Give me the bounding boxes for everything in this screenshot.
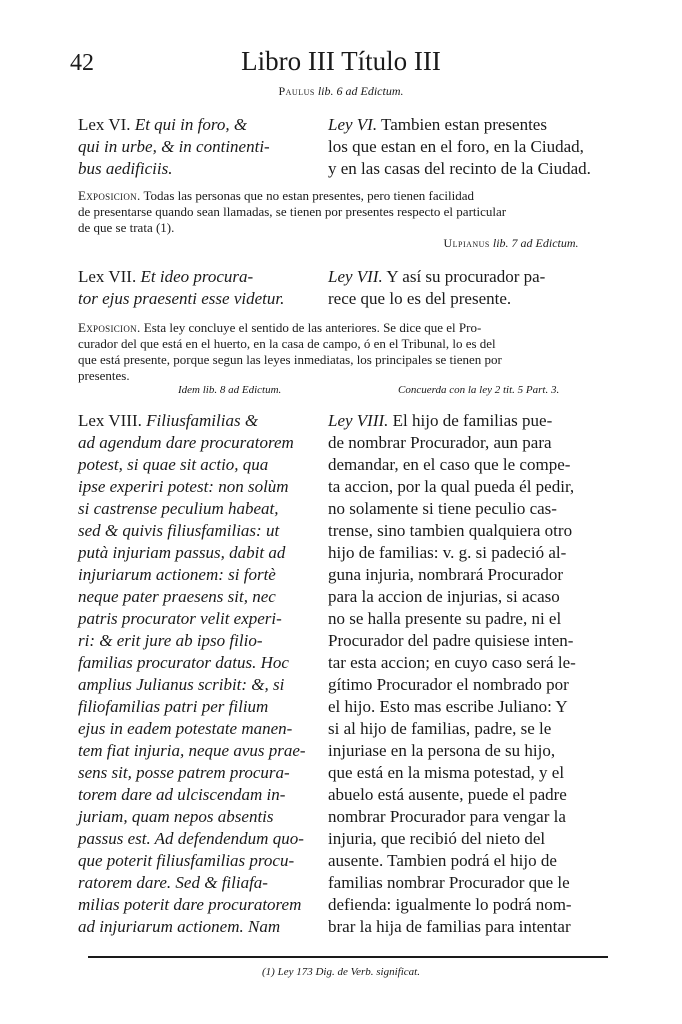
text-line [78,586,312,608]
ref-author: Paulus [278,84,315,98]
ref-citation: lib. 7 ad Edictum. [492,236,579,250]
line-text: nombrar Procurador para vengar la [328,807,566,826]
ref-author: Ulpianus [443,236,490,250]
law-number: Ley VI. [328,115,378,134]
text-line [78,740,312,762]
line-text: ausente. Tambien podrá el hijo de [328,851,557,870]
line-text: no se halla presente su padre, ni el [328,609,562,628]
line-text: Tambien estan presentes [377,115,547,134]
line-text: milias poterit dare procuratorem [78,895,302,914]
line-text: Procurador del padre quisiese inten- [328,631,574,650]
text-line [78,114,312,136]
text-line [328,114,608,136]
text-line [328,806,608,828]
text-line [328,916,608,938]
text-line [328,630,608,652]
text-line [78,454,312,476]
line-text: no solamente si tiene peculio cas- [328,499,557,518]
line-text: injuriase en la persona de su hijo, [328,741,556,760]
text-line [328,652,608,674]
line-text: sens sit, posse patrem procura- [78,763,290,782]
text-line [328,872,608,894]
line-text: Filiusfamilias & [141,411,259,430]
text-line [328,784,608,806]
lex-6-latin [78,114,312,180]
text-line [78,608,312,630]
exposition-line: de que se trata (1). [78,220,175,235]
exposition-line: curador del que está en el huerto, en la casa de campo, ó en el Tribunal, lo es del [78,336,496,351]
page-number: 42 [70,50,94,76]
law-number: Lex VI. [78,115,131,134]
page-title: Libro III Título III [241,46,441,76]
text-line [328,520,608,542]
line-text: trense, sino tambien qualquiera otro [328,521,573,540]
line-text: torem dare ad ulciscendam in- [78,785,286,804]
text-line [78,158,312,180]
text-line [78,520,312,542]
text-line [78,784,312,806]
law-number: Ley VII. [328,267,383,286]
line-text: brar la hija de familias para intentar [328,917,571,936]
exposition-line: que está presente, porque segun las leyes inmediatas, los principales se tienen por [78,352,502,367]
line-text: amplius Julianus scribit: &, si [78,675,285,694]
line-text: filiofamilias patri per filium [78,697,269,716]
lex-8-spanish [328,410,608,938]
line-text: patris procurator velit experi- [78,609,282,628]
text-line [78,806,312,828]
text-line [78,432,312,454]
text-line [78,762,312,784]
text-line [78,630,312,652]
text-line [328,850,608,872]
line-text: ipse experiri potest: non solùm [78,477,289,496]
line-text: el hijo. Esto mas escribe Juliano: Y [328,697,568,716]
line-text: ejus in eadem potestate manen- [78,719,293,738]
text-line [78,916,312,938]
lex-6-exposition [78,188,606,236]
line-text: ad injuriarum actionem. Nam [78,917,281,936]
line-text: si al hijo de familias, padre, se le [328,719,552,738]
line-text: injuria, que recibió del nieto del [328,829,546,848]
lex-8-latin [78,410,312,938]
text-line [328,542,608,564]
line-text: ad agendum dare procuratorem [78,433,294,452]
line-text: familias procurator datus. Hoc [78,653,289,672]
line-text: los que estan en el foro, en la Ciudad, [328,137,584,156]
text-line [78,718,312,740]
text-line [328,454,608,476]
lex-7-spanish [328,266,608,310]
line-text: neque pater praesens sit, nec [78,587,276,606]
text-line [78,266,312,288]
line-text: defienda: igualmente lo podrá nom- [328,895,572,914]
exposition-label: Exposicion. [78,188,141,203]
line-text: hijo de familias: v. g. si padeció al- [328,543,567,562]
line-text: tor ejus praesenti esse videtur. [78,289,285,308]
line-text: tem fiat injuria, neque avus prae- [78,741,306,760]
exposition-label: Exposicion. [78,320,141,335]
line-text: rece que lo es del presente. [328,289,512,308]
text-line [78,850,312,872]
exposition-line: Todas las personas que no estan presentes, pero tienen facilidad [140,188,474,203]
source-reference [0,84,682,99]
text-line [78,828,312,850]
line-text: Et ideo procura- [136,267,254,286]
line-text: y en las casas del recinto de la Ciudad. [328,159,591,178]
text-line [328,498,608,520]
text-line [78,674,312,696]
line-text: tar esta accion; en cuyo caso será le- [328,653,576,672]
line-text: passus est. Ad defendendum quo- [78,829,304,848]
text-line [328,718,608,740]
line-text: bus aedificiis. [78,159,173,178]
line-text: guna injuria, nombrará Procurador [328,565,564,584]
text-line [328,828,608,850]
line-text: que poterit filiusfamilias procu- [78,851,295,870]
exposition-line: presentes. [78,368,130,383]
line-text: que está en la misma potestad, y el [328,763,565,782]
line-text: abuelo está ausente, puede el padre [328,785,567,804]
text-line [78,498,312,520]
concordance-reference: Concuerda con la ley 2 tit. 5 Part. 3. [398,384,560,396]
text-line [78,410,312,432]
text-line [328,266,608,288]
text-line [78,696,312,718]
line-text: ri: & erit jure ab ipso filio- [78,631,263,650]
law-number: Lex VIII. [78,411,142,430]
text-line [328,476,608,498]
line-text: juriam, quam nepos absentis [78,807,274,826]
text-line [328,674,608,696]
source-reference-3: Idem lib. 8 ad Edictum. [178,384,282,396]
line-text: familias nombrar Procurador que le [328,873,570,892]
text-line [328,762,608,784]
line-text: Y así su procurador pa- [382,267,546,286]
text-line [78,542,312,564]
line-text: ratorem dare. Sed & filiafa- [78,873,268,892]
line-text: El hijo de familias pue- [388,411,553,430]
text-line [328,136,608,158]
line-text: potest, si quae sit actio, qua [78,455,269,474]
text-line [78,872,312,894]
text-line [78,652,312,674]
line-text: ta accion, por la qual pueda él pedir, [328,477,575,496]
ref-citation: lib. 6 ad Edictum. [317,84,404,98]
exposition-line: Esta ley concluye el sentido de las anteriores. Se dice que el Pro- [140,320,482,335]
text-line [78,136,312,158]
lex-7-exposition [78,320,606,384]
text-line [328,288,608,310]
law-number: Lex VII. [78,267,137,286]
text-line [328,740,608,762]
line-text: gítimo Procurador el nombrado por [328,675,569,694]
text-line [78,564,312,586]
source-reference-2 [170,236,682,251]
text-line [328,608,608,630]
footnote-divider [88,956,608,958]
text-line [328,432,608,454]
line-text: si castrense peculium habeat, [78,499,279,518]
footnote: (1) Ley 173 Dig. de Verb. significat. [262,966,420,978]
line-text: injuriarum actionem: si fortè [78,565,276,584]
text-line [78,476,312,498]
text-line [328,158,608,180]
text-line [328,696,608,718]
text-line [328,410,608,432]
line-text: Et qui in foro, & [130,115,248,134]
line-text: sed & quivis filiusfamilias: ut [78,521,280,540]
text-line [328,894,608,916]
line-text: para la accion de injurias, si acaso [328,587,560,606]
text-line [78,288,312,310]
exposition-line: de presentarse quando sean llamadas, se tienen por presentes respecto el particular [78,204,507,219]
line-text: de nombrar Procurador, aun para [328,433,552,452]
lex-6-spanish [328,114,608,180]
lex-7-latin [78,266,312,310]
line-text: qui in urbe, & in continenti- [78,137,270,156]
law-number: Ley VIII. [328,411,389,430]
line-text: demandar, en el caso que le compe- [328,455,571,474]
text-line [78,894,312,916]
line-text: putà injuriam passus, dabit ad [78,543,286,562]
text-line [328,586,608,608]
text-line [328,564,608,586]
